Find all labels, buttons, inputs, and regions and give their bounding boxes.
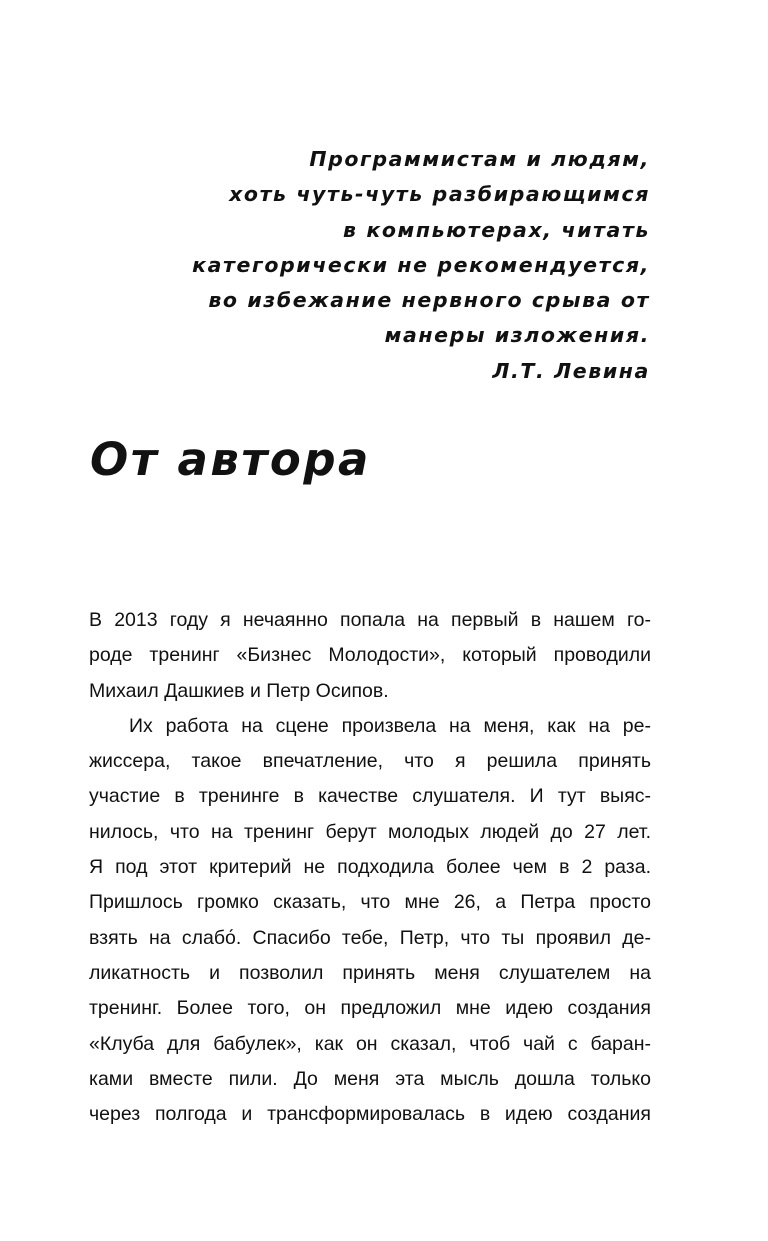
text-line: нилось, что на тренинг берут молодых людей до 27 лет. bbox=[89, 820, 651, 843]
epigraph-line: в компьютерах, читать bbox=[343, 217, 650, 242]
text-line: Михаил Дашкиев и Петр Осипов. bbox=[89, 679, 389, 702]
epigraph bbox=[150, 142, 650, 389]
epigraph-line: во избежание нервного срыва от bbox=[208, 288, 650, 313]
text-line: Я под этот критерий не подходила более чем в 2 раза. bbox=[89, 856, 651, 879]
text-line: ками вместе пили. До меня эта мысль дошла только bbox=[89, 1067, 651, 1090]
body-text bbox=[89, 603, 651, 1132]
text-line: участие в тренинге в качестве слушателя. И тут выяс- bbox=[89, 785, 651, 808]
epigraph-author: Л.Т. Левина bbox=[492, 358, 650, 383]
epigraph-line: манеры изложения. bbox=[384, 323, 650, 348]
text-line: роде тренинг «Бизнес Молодости», который проводили bbox=[89, 644, 651, 667]
epigraph-line: категорически не рекомендуется, bbox=[192, 252, 650, 277]
text-line: ликатность и позволил принять меня слушателем на bbox=[89, 961, 651, 984]
text-line: Пришлось громко сказать, что мне 26, а Петра просто bbox=[89, 891, 651, 914]
paragraph bbox=[89, 709, 651, 1133]
chapter-title: От автора bbox=[90, 433, 371, 486]
epigraph-line: хоть чуть-чуть разбирающимся bbox=[229, 182, 650, 207]
text-line: «Клуба для бабулек», как он сказал, чтоб чай с баран- bbox=[89, 1032, 651, 1055]
text-line: взять на слабо́. Спасибо тебе, Петр, что ты проявил де- bbox=[89, 926, 651, 949]
epigraph-line: Программистам и людям, bbox=[309, 147, 650, 171]
text-line: тренинг. Более того, он предложил мне идею создания bbox=[89, 997, 651, 1020]
text-line: через полгода и трансформировалась в идею создания bbox=[89, 1103, 651, 1126]
text-line: жиссера, такое впечатление, что я решила принять bbox=[89, 750, 651, 773]
text-line: Их работа на сцене произвела на меня, как на ре- bbox=[129, 714, 651, 737]
text-line: В 2013 году я нечаянно попала на первый в нашем го- bbox=[89, 609, 651, 631]
paragraph bbox=[89, 603, 651, 709]
